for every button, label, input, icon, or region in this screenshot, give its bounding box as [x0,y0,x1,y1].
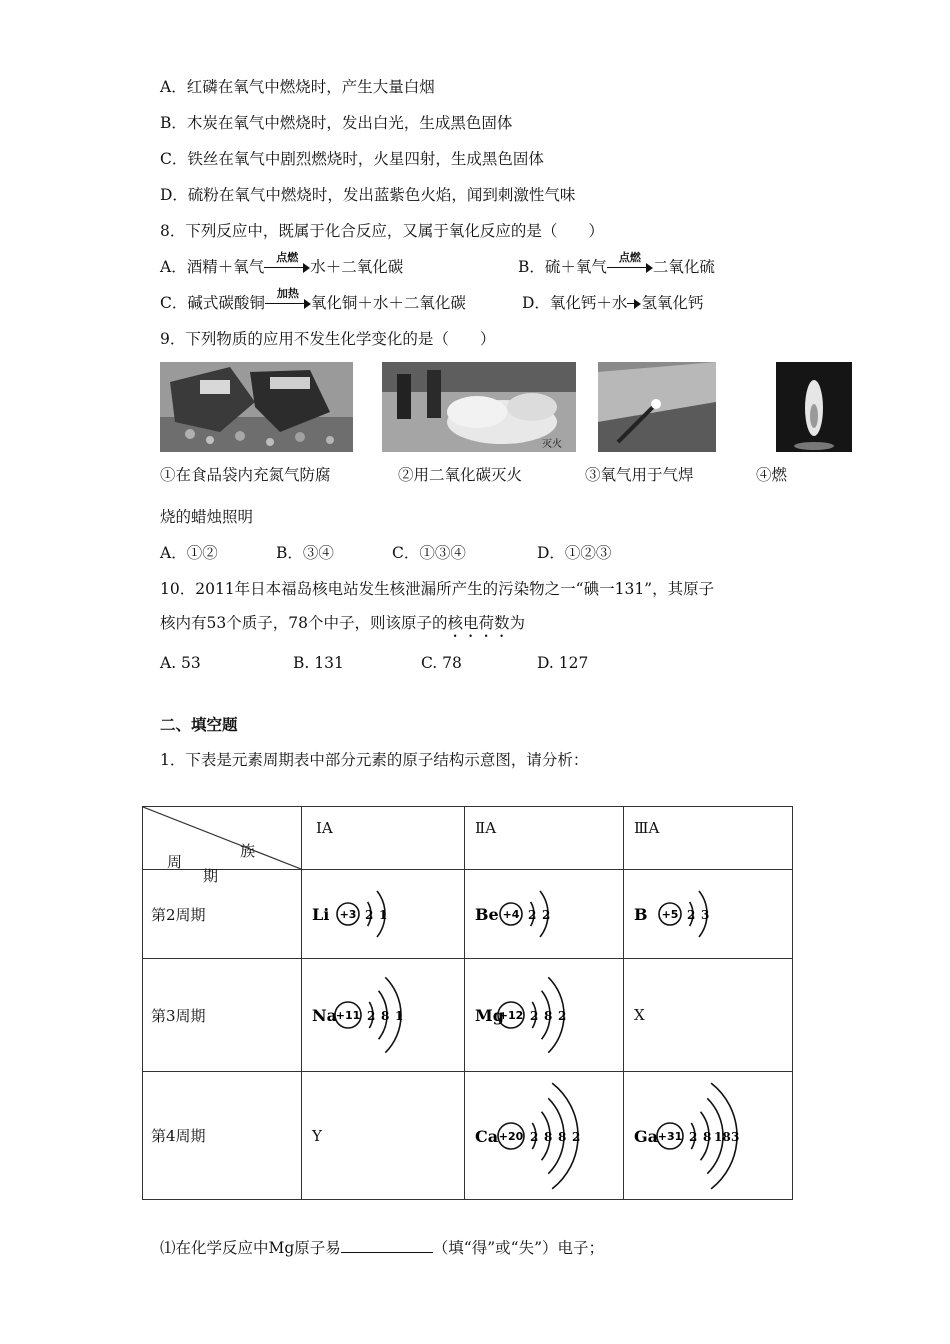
cell-li [302,870,465,959]
atom-diagram [632,879,782,949]
header-group: 族 [240,842,256,860]
sub-q1-hint: （填“得”或“失”）电子； [432,1239,604,1257]
row-label-period-3: 第3周期 [143,959,302,1072]
cell-be [465,870,624,959]
q9-caption-1: ①在食品袋内充氮气防腐 [160,466,331,484]
electron-count: 2 [572,1129,581,1144]
q9-option-a: A．①② [160,544,218,562]
col-header-1a: ⅠA [302,807,465,870]
electron-count: 2 [687,908,696,922]
reaction-arrow [264,251,310,277]
q8-d-reactants: D．氧化钙＋水 [522,294,628,312]
nucleus-charge: +5 [661,908,679,921]
answer-blank[interactable] [341,1237,433,1253]
electron-count: 8 [703,1129,712,1144]
atom-diagram [473,1076,623,1196]
q8-d-products: 氢氧化钙 [641,294,704,312]
row-label-period-4: 第4周期 [143,1072,302,1200]
electron-count: 2 [558,1009,567,1023]
cell-ga [624,1072,793,1200]
q8-option-a [160,251,404,277]
nucleus-charge: +12 [498,1009,524,1022]
col-header-2a: ⅡA [465,807,624,870]
q8-c-products: 氧化铜＋水＋二氧化碳 [310,294,466,312]
element-symbol: Ga [634,1126,659,1146]
reaction-condition: 点燃 [276,251,299,264]
q7-option-b: B．木炭在氧气中燃烧时，发出白光，生成黑色固体 [160,114,513,132]
cell-ca [465,1072,624,1200]
q9-caption-4-cont: 烧的蜡烛照明 [160,508,254,526]
q9-caption-4: ④燃 [756,466,788,484]
element-symbol: Ca [475,1126,499,1146]
q8-option-c [160,287,466,313]
element-symbol: Mg [475,1006,504,1025]
q10-line1: 10．2011年日本福岛核电站发生核泄漏所产生的污染物之一“碘一131”，其原子 [160,580,715,598]
q9-stem: 9．下列物质的应用不发生化学变化的是（ ） [160,330,496,348]
atom-diagram [310,879,460,949]
electron-count: 3 [701,908,710,922]
q8-c-reactants: C．碱式碳酸铜 [160,294,265,312]
row-label-period-2: 第2周期 [143,870,302,959]
sub-question-1 [160,1237,604,1258]
periodic-table [142,806,793,1200]
photo-fire-extinguish [382,362,576,452]
electron-count: 2 [365,908,374,922]
reaction-arrow [607,251,653,277]
electron-count: 3 [731,1129,740,1144]
photo-candle [776,362,852,452]
q10-option-c: C. 78 [421,654,462,672]
q10-option-a: A. 53 [160,654,201,672]
q8-b-products: 二氧化硫 [652,258,715,276]
q9-caption-2: ②用二氧化碳灭火 [398,466,523,484]
q8-stem: 8．下列反应中，既属于化合反应，又属于氧化反应的是（ ） [160,222,604,240]
q10-emphasis: 核电荷数 [447,614,510,632]
element-symbol: Be [475,905,499,924]
electron-count: 2 [530,1009,539,1023]
cell-y: Y [302,1072,465,1200]
photo-gas-welding [598,362,716,452]
fill-q1-stem: 1．下表是元素周期表中部分元素的原子结构示意图，请分析： [160,751,589,769]
header-period-b: 期 [203,867,219,885]
q10-option-d: D. 127 [537,654,589,672]
q10-line2 [160,613,525,641]
cell-mg [465,959,624,1072]
reaction-arrow [265,287,311,313]
atom-diagram [473,965,623,1065]
col-header-3a: ⅢA [624,807,793,870]
q8-option-b [518,251,715,277]
atom-diagram [473,879,623,949]
q10-line2-end: 为 [509,614,525,632]
nucleus-charge: +31 [657,1129,683,1143]
q9-caption-3: ③氧气用于气焊 [585,466,694,484]
electron-count: 8 [544,1009,553,1023]
nucleus-charge: +11 [335,1009,361,1022]
photo-label: 灭火 [542,439,562,450]
electron-count: 1 [395,1009,404,1023]
q8-option-d [522,293,703,313]
q8-a-reactants: A．酒精＋氧气 [160,258,265,276]
nucleus-charge: +4 [502,908,520,921]
section-title: 二、填空题 [160,716,238,734]
table-header-corner [143,807,302,885]
electron-count: 2 [689,1129,698,1144]
cell-na [302,959,465,1072]
cell-b [624,870,793,959]
atom-diagram [310,965,460,1065]
electron-count: 8 [381,1009,390,1023]
reaction-arrow [627,293,641,313]
sub-q1-text: ⑴在化学反应中Mg原子易 [160,1239,341,1257]
electron-count: 8 [558,1129,567,1144]
q7-option-d: D．硫粉在氧气中燃烧时，发出蓝紫色火焰，闻到刺激性气味 [160,186,576,204]
element-symbol: B [634,905,648,924]
q10-line2-text: 核内有53个质子，78个中子，则该原子的 [160,614,448,632]
atom-diagram [632,1076,787,1196]
electron-count: 2 [528,908,537,922]
q9-option-d: D．①②③ [537,544,612,562]
element-symbol: Li [312,905,330,924]
electron-count: 1 [379,908,388,922]
q9-option-b: B．③④ [276,544,334,562]
electron-count: 18 [714,1129,731,1144]
q7-option-a: A．红磷在氧气中燃烧时，产生大量白烟 [160,78,435,96]
electron-count: 8 [544,1129,553,1144]
electron-count: 2 [530,1129,539,1144]
q10-option-b: B. 131 [293,654,344,672]
photo-food-bag [160,362,353,452]
q8-b-reactants: B．硫＋氧气 [518,258,607,276]
reaction-condition: 加热 [276,287,299,300]
q8-a-products: 水＋二氧化碳 [310,258,404,276]
element-symbol: Na [312,1006,337,1025]
reaction-condition: 点燃 [618,251,641,264]
q9-option-c: C．①③④ [392,544,466,562]
nucleus-charge: +20 [498,1129,524,1143]
header-period-a: 周 [167,853,183,871]
electron-count: 2 [542,908,551,922]
electron-count: 2 [367,1009,376,1023]
cell-x: X [624,959,793,1072]
nucleus-charge: +3 [339,908,357,921]
q7-option-c: C．铁丝在氧气中剧烈燃烧时，火星四射，生成黑色固体 [160,150,544,168]
